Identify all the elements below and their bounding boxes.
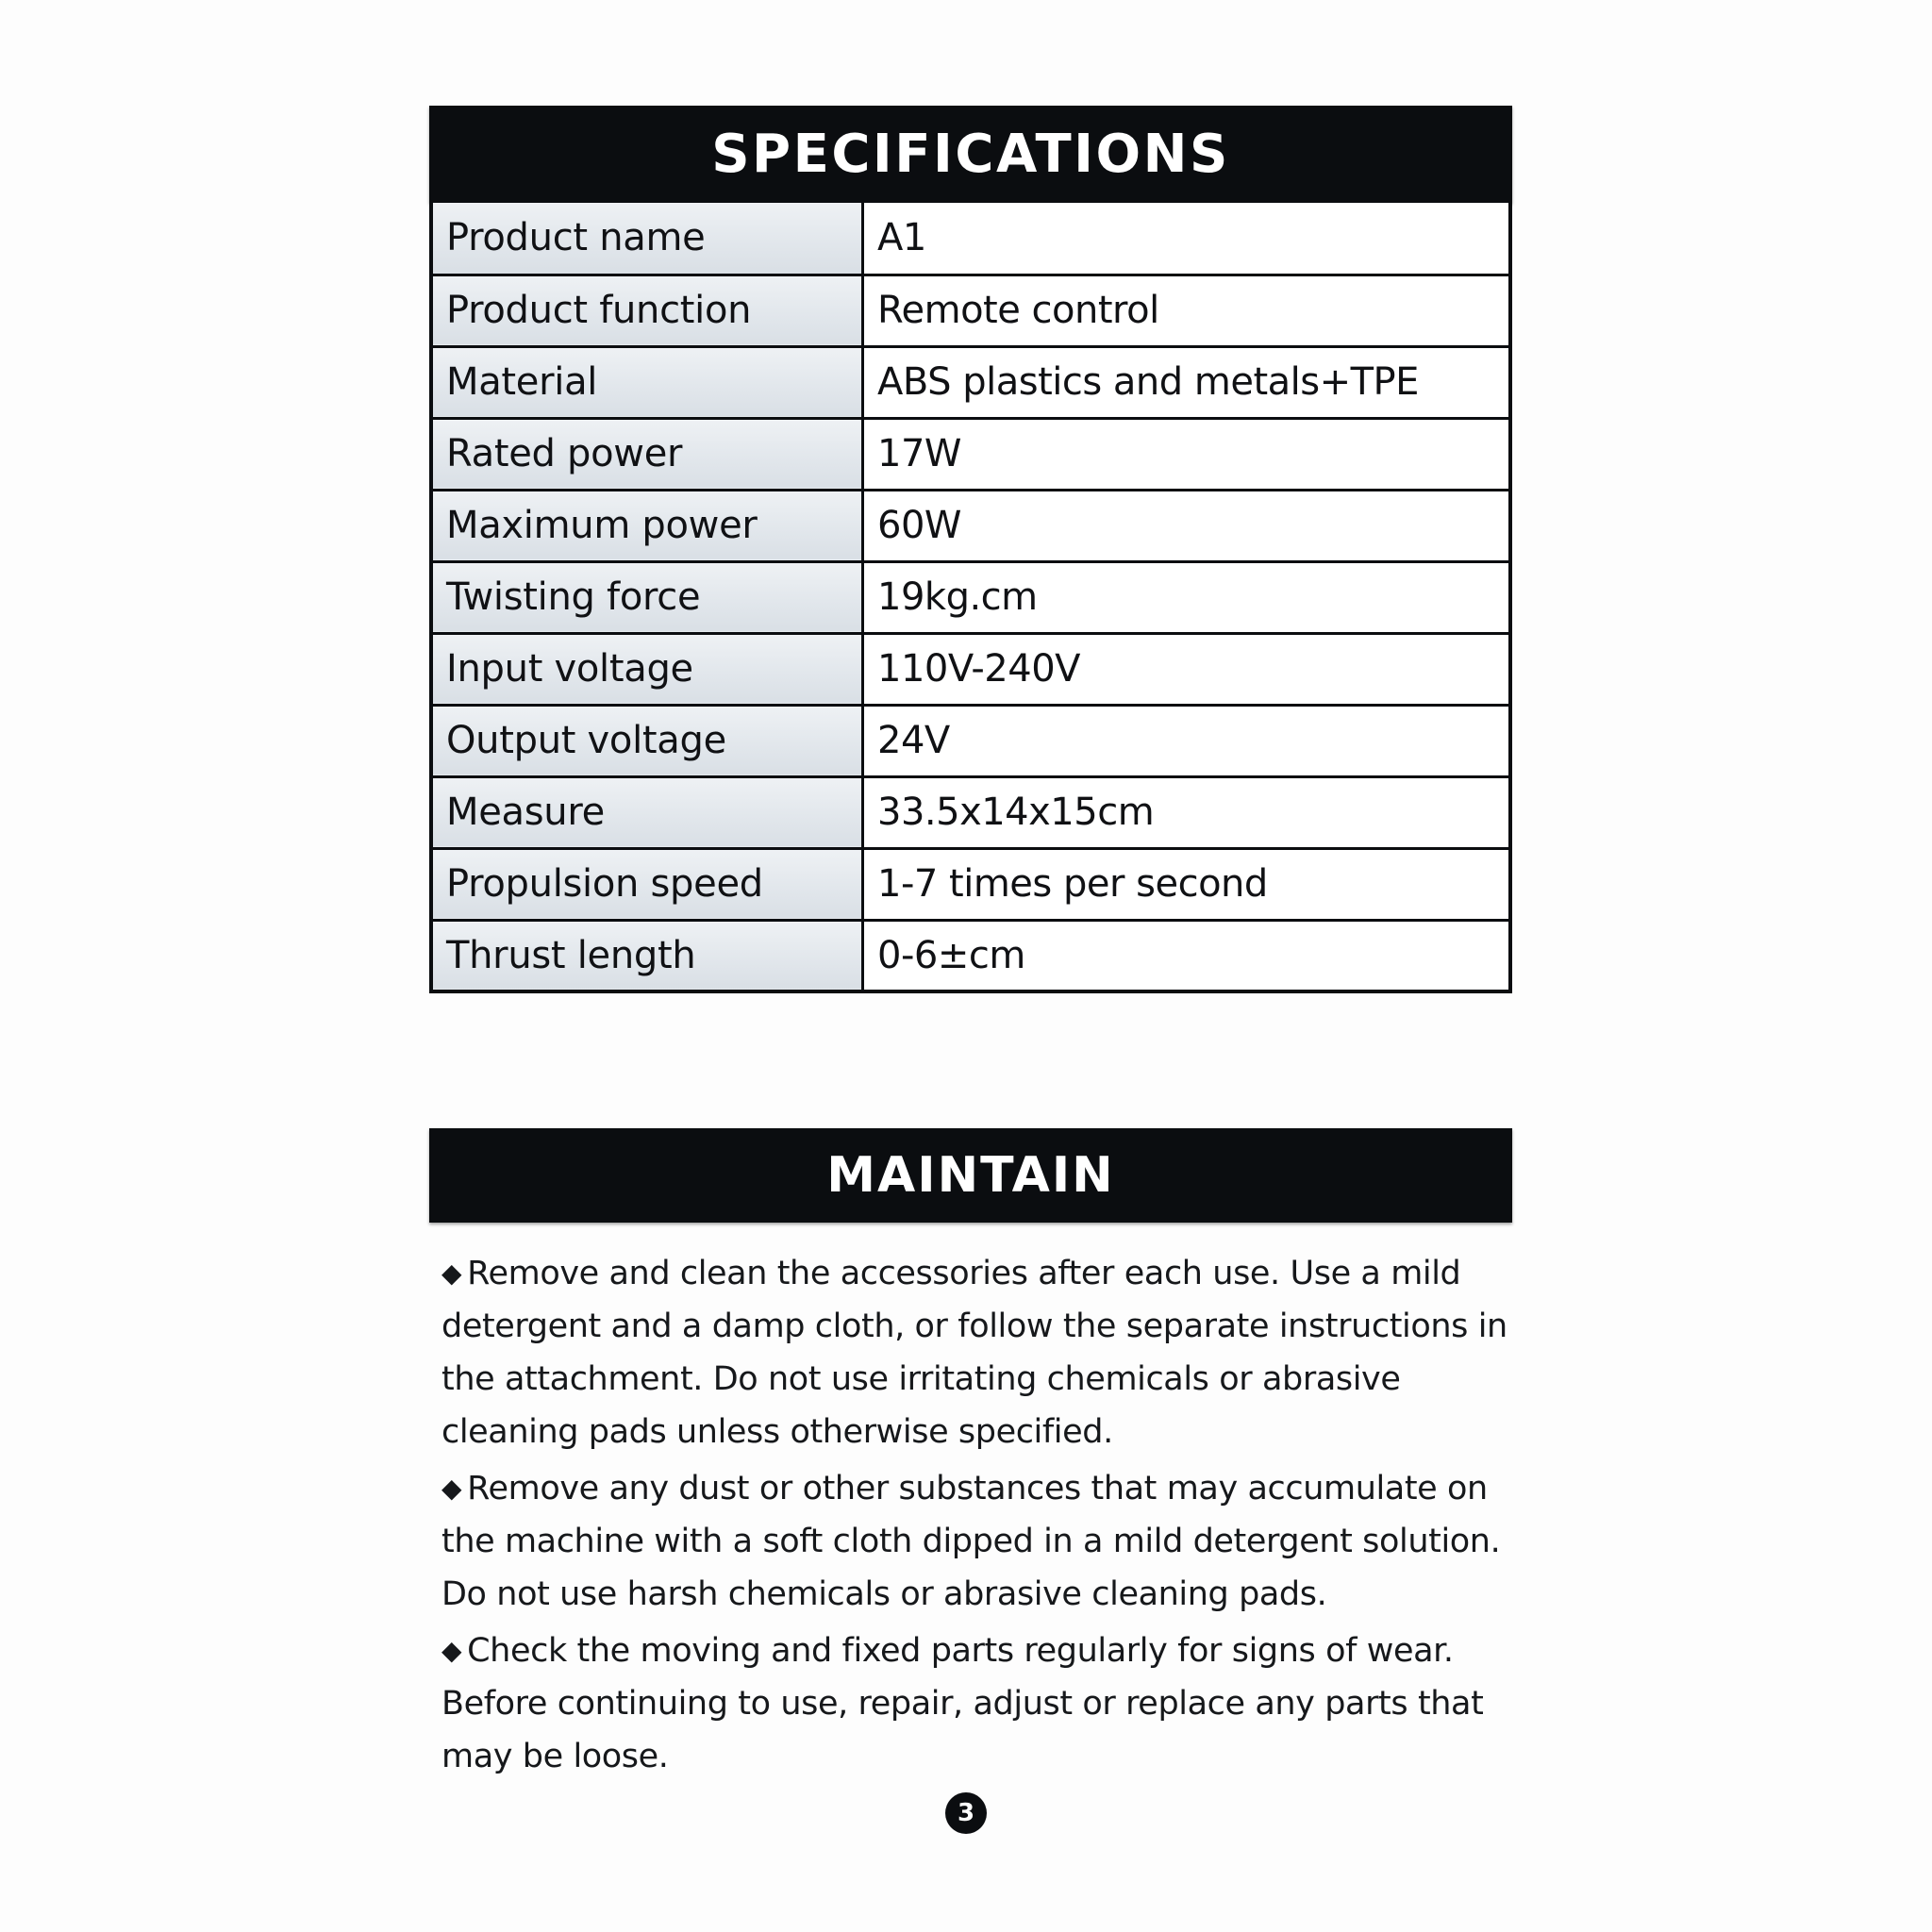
spec-value: 1-7 times per second bbox=[863, 848, 1511, 920]
spec-label: Thrust length bbox=[431, 920, 863, 991]
page-number bbox=[0, 1792, 1932, 1834]
table-row bbox=[431, 920, 1510, 991]
spec-label: Product name bbox=[431, 203, 863, 275]
maintain-item-text: Remove and clean the accessories after each use. Use a mild detergent and a damp cloth, or follow the separate instructions in the attachment. Do not use irritating chemicals or abrasive cleaning pads unless otherwise specified. bbox=[441, 1255, 1507, 1451]
spec-value: ABS plastics and metals+TPE bbox=[863, 346, 1511, 418]
bullet-icon: ◆ bbox=[441, 1473, 462, 1504]
bullet-icon: ◆ bbox=[441, 1635, 462, 1666]
table-row bbox=[431, 633, 1510, 705]
table-row bbox=[431, 705, 1510, 776]
table-row bbox=[431, 203, 1510, 275]
bullet-icon: ◆ bbox=[441, 1257, 462, 1289]
spec-label: Product function bbox=[431, 275, 863, 346]
table-row bbox=[431, 346, 1510, 418]
spec-label: Measure bbox=[431, 776, 863, 848]
spec-label: Propulsion speed bbox=[431, 848, 863, 920]
spec-value: 0-6±cm bbox=[863, 920, 1511, 991]
spec-value: 17W bbox=[863, 418, 1511, 490]
spec-label: Twisting force bbox=[431, 561, 863, 633]
spec-label: Output voltage bbox=[431, 705, 863, 776]
spec-value: Remote control bbox=[863, 275, 1511, 346]
spec-value: A1 bbox=[863, 203, 1511, 275]
specifications-section bbox=[429, 106, 1512, 993]
maintain-text-body bbox=[421, 1247, 1515, 1783]
table-row bbox=[431, 275, 1510, 346]
table-row bbox=[431, 490, 1510, 561]
spec-value: 110V-240V bbox=[863, 633, 1511, 705]
specifications-table bbox=[429, 203, 1512, 993]
spec-label: Input voltage bbox=[431, 633, 863, 705]
spec-label: Maximum power bbox=[431, 490, 863, 561]
maintain-section bbox=[429, 1128, 1512, 1787]
maintain-item-text: Remove any dust or other substances that may accumulate on the machine with a soft cloth dipped in a mild detergent solution. Do not use harsh chemicals or abrasive cleaning pads. bbox=[441, 1470, 1501, 1613]
maintain-item-text: Check the moving and fixed parts regularly for signs of wear. Before continuing to use, repair, adjust or replace any parts that may be loose. bbox=[441, 1632, 1484, 1775]
page-number-badge: 3 bbox=[945, 1792, 987, 1834]
spec-label: Material bbox=[431, 346, 863, 418]
spec-value: 33.5x14x15cm bbox=[863, 776, 1511, 848]
list-item bbox=[421, 1462, 1515, 1621]
table-row bbox=[431, 848, 1510, 920]
spec-label: Rated power bbox=[431, 418, 863, 490]
specifications-heading: SPECIFICATIONS bbox=[429, 106, 1512, 203]
maintain-heading: MAINTAIN bbox=[429, 1128, 1512, 1223]
list-item bbox=[421, 1624, 1515, 1783]
specifications-table-body bbox=[431, 203, 1510, 991]
spec-value: 60W bbox=[863, 490, 1511, 561]
table-row bbox=[431, 418, 1510, 490]
spec-value: 19kg.cm bbox=[863, 561, 1511, 633]
list-item bbox=[421, 1247, 1515, 1458]
table-row bbox=[431, 561, 1510, 633]
spec-value: 24V bbox=[863, 705, 1511, 776]
table-row bbox=[431, 776, 1510, 848]
